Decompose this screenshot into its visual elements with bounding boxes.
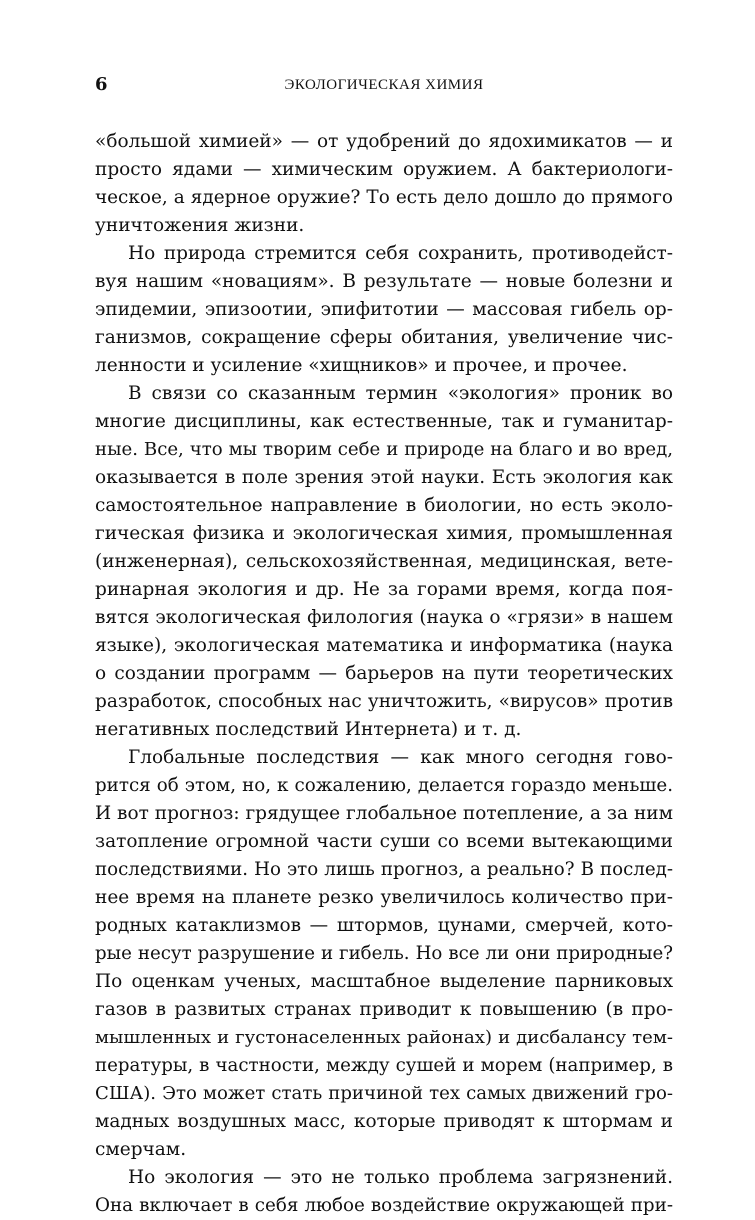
text-line: «большой химией» — от удобрений до ядохимикатов — и bbox=[95, 131, 673, 152]
text-line: рые несут разрушение и гибель. Но все ли они природные? bbox=[95, 943, 673, 964]
text-line: газов в развитых странах приводит к повышению (в про- bbox=[95, 999, 673, 1020]
text-line: США). Это может стать причиной тех самых движений гро- bbox=[95, 1083, 673, 1104]
text-line: Глобальные последствия — как много сегодня гово- bbox=[128, 747, 673, 768]
text-line: негативных последствий Интернета) и т. д. bbox=[95, 719, 522, 740]
text-line: ринарная экология и др. Не за горами время, когда поя- bbox=[95, 579, 673, 600]
paragraph bbox=[95, 380, 673, 744]
page-number: 6 bbox=[95, 74, 108, 95]
paragraph bbox=[95, 744, 673, 1164]
body-text bbox=[95, 128, 673, 1220]
text-line: о создании программ — барьеров на пути теоретических bbox=[95, 663, 673, 684]
text-line: нее время на планете резко увеличилось количество при- bbox=[95, 887, 673, 908]
text-line: ные. Все, что мы творим себе и природе на благо и во вред, bbox=[95, 439, 673, 460]
text-line: затопление огромной части суши со всеми вытекающими bbox=[95, 831, 673, 852]
text-line: (инженерная), сельскохозяйственная, медицинская, вете- bbox=[95, 551, 673, 572]
text-line: И вот прогноз: грядущее глобальное потепление, а за ним bbox=[95, 803, 673, 824]
text-line: просто ядами — химическим оружием. А бактериологи- bbox=[95, 159, 673, 180]
text-line: языке), экологическая математика и информатика (наука bbox=[95, 635, 673, 656]
text-line: ленности и усиление «хищников» и прочее, и прочее. bbox=[95, 355, 628, 376]
text-line: ческое, а ядерное оружие? То есть дело дошло до прямого bbox=[95, 187, 673, 208]
paragraph bbox=[95, 128, 673, 240]
paragraph bbox=[95, 1164, 673, 1220]
running-title: ЭКОЛОГИЧЕСКАЯ ХИМИЯ bbox=[284, 77, 484, 93]
text-line: гическая физика и экологическая химия, промышленная bbox=[95, 523, 673, 544]
text-line: Она включает в себя любое воздействие окружающей при- bbox=[95, 1195, 673, 1216]
text-line: смерчам. bbox=[95, 1139, 187, 1160]
text-line: мышленных и густонаселенных районах) и дисбалансу тем- bbox=[95, 1027, 673, 1048]
text-line: пературы, в частности, между сушей и морем (например, в bbox=[95, 1055, 673, 1076]
text-line: В связи со сказанным термин «экология» проник во bbox=[128, 383, 673, 404]
page-header bbox=[95, 72, 673, 98]
text-line: уничтожения жизни. bbox=[95, 215, 305, 236]
text-line: вятся экологическая филология (наука о «грязи» в нашем bbox=[95, 607, 673, 628]
text-line: вуя нашим «новациям». В результате — новые болезни и bbox=[95, 271, 673, 292]
text-line: Но экология — это не только проблема загрязнений. bbox=[128, 1167, 673, 1188]
text-line: Но природа стремится себя сохранить, противодейст- bbox=[128, 243, 673, 264]
text-line: оказывается в поле зрения этой науки. Есть экология как bbox=[95, 467, 673, 488]
text-line: разработок, способных нас уничтожить, «вирусов» против bbox=[95, 691, 673, 712]
paragraph bbox=[95, 240, 673, 380]
text-line: рится об этом, но, к сожалению, делается гораздо меньше. bbox=[95, 775, 673, 796]
text-line: родных катаклизмов — штормов, цунами, смерчей, кото- bbox=[95, 915, 673, 936]
text-line: мадных воздушных масс, которые приводят к штормам и bbox=[95, 1111, 673, 1132]
text-line: По оценкам ученых, масштабное выделение парниковых bbox=[95, 971, 673, 992]
text-line: ганизмов, сокращение сферы обитания, увеличение чис- bbox=[95, 327, 673, 348]
text-line: многие дисциплины, как естественные, так и гуманитар- bbox=[95, 411, 673, 432]
text-line: самостоятельное направление в биологии, но есть эколо- bbox=[95, 495, 673, 516]
text-line: эпидемии, эпизоотии, эпифитотии — массовая гибель ор- bbox=[95, 299, 673, 320]
text-line: последствиями. Но это лишь прогноз, а реально? В послед- bbox=[95, 859, 673, 880]
